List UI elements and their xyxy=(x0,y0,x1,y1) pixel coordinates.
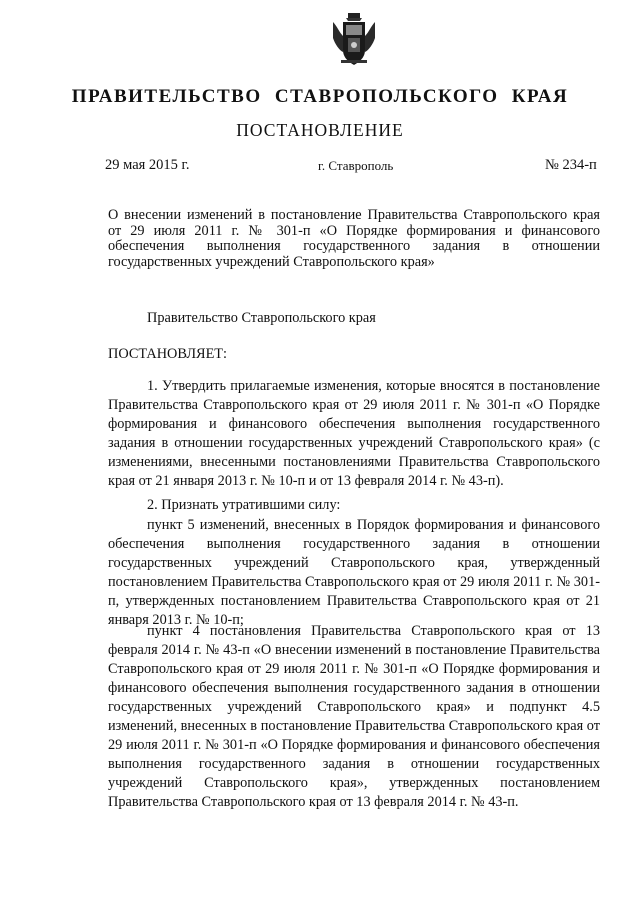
item-2-subparagraph-2: пункт 4 постановления Правительства Ставропольского края от 13 февраля 2014 г. № 43-п «О внесении изменений в постановление Правительства Ставропольского края от 29 июля 2011 г. № 301-п «О Порядке формирования и финансового обеспечения выполнения государственного задания в отношении государственных учреждений Ставропольского края» и подпункт 4.5 изменений, внесенных в постановление Правительства Ставропольского края от 29 июля 2011 г. № 301-п «О Порядке формирования и финансового обеспечения выполнения государственного задания в отношении государственных учреждений Ставропольского края», утвержденных постановлением Правительства Ставропольского края от 13 февраля 2014 г. № 43-п. xyxy=(108,623,600,810)
item-2-subparagraph-1: пункт 5 изменений, внесенных в Порядок формирования и финансового обеспечения выполнения государственного задания в отношении государственных учреждений Ставропольского края, утвержденный постановлением Правительства Ставропольского края от 29 июля 2011 г. № 301-п, утвержденных постановлением Правительства Ставропольского края от 21 января 2013 г. № 10-п; xyxy=(108,517,600,628)
document-number: № 234-п xyxy=(545,157,597,173)
document-city: г. Ставрополь xyxy=(318,158,394,173)
decree-heading: ПОСТАНОВЛЯЕТ: xyxy=(108,346,228,362)
document-subject: О внесении изменений в постановление Правительства Ставропольского края от 29 июля 2011 г. № 301-п «О Порядке формирования и финансового обеспечения выполнения государственного задания в отношении государственных учреждений Ставропольского края» xyxy=(108,207,600,270)
government-title: ПРАВИТЕЛЬСТВО СТАВРОПОЛЬСКОГО КРАЯ xyxy=(71,86,569,107)
item-2-paragraph: 2. Признать утратившими силу: xyxy=(147,497,341,513)
coat-of-arms-icon xyxy=(331,12,377,68)
item-1-paragraph: 1. Утвердить прилагаемые изменения, которые вносятся в постановление Правительства Ставропольского края от 29 июля 2011 г. № 301-п «О Порядке формирования и финансового обеспечения выполнения государственного задания в отношении государственных учреждений Ставропольского края» (с изменениями, внесенными постановлениями Правительства Ставропольского края от 21 января 2013 г. № 10-п и от 13 февраля 2014 г. № 43-п). xyxy=(108,378,600,489)
document-date: 29 мая 2015 г. xyxy=(105,157,190,173)
government-name-paragraph: Правительство Ставропольского края xyxy=(147,310,376,326)
document-type: ПОСТАНОВЛЕНИЕ xyxy=(236,120,404,140)
